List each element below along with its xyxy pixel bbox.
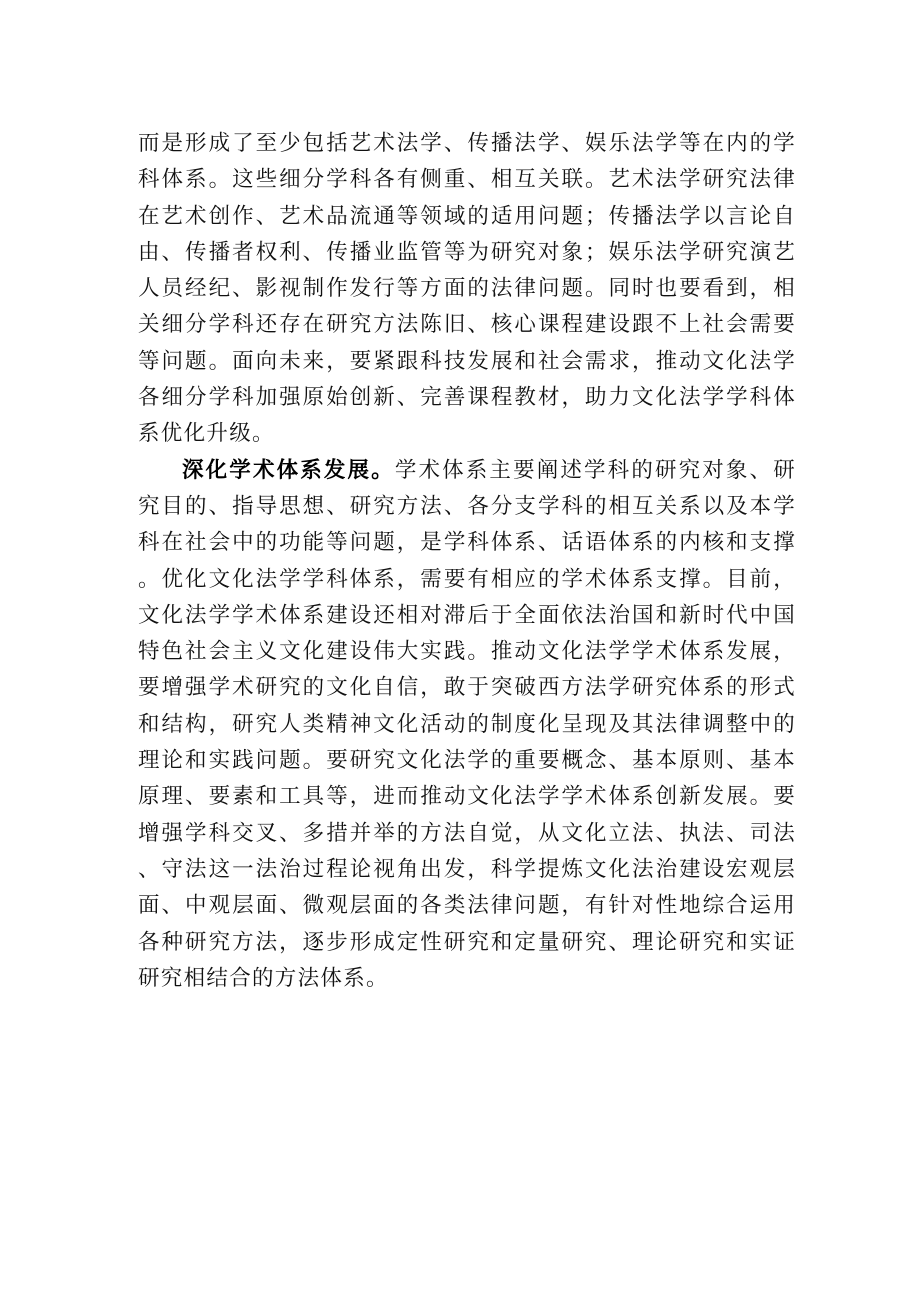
paragraph-continuation — [138, 126, 796, 453]
document-body — [138, 126, 796, 997]
paragraph-text: 学术体系主要阐述学科的研究对象、研究目的、指导思想、研究方法、各分支学科的相互关系以及本学科在社会中的功能等问题，是学科体系、话语体系的内核和支撑。优化文化法学学科体系，需要有相应的学术体系支撑。目前，文化法学学术体系建设还相对滞后于全面依法治国和新时代中国特色社会主义文化建设伟大实践。推动文化法学学术体系发展，要增强学术研究的文化自信，敢于突破西方法学研究体系的形式和结构，研究人类精神文化活动的制度化呈现及其法律调整中的理论和实践问题。要研究文化法学的重要概念、基本原则、基本原理、要素和工具等，进而推动文化法学学术体系创新发展。要增强学科交叉、多措并举的方法自觉，从文化立法、执法、司法、守法这一法治过程论视角出发，科学提炼文化法治建设宏观层面、中观层面、微观层面的各类法律问题，有针对性地综合运用各种研究方法，逐步形成定性研究和定量研究、理论研究和实证研究相结合的方法体系。 — [138, 457, 797, 991]
paragraph-academic-system — [138, 453, 796, 997]
paragraph-lead-heading: 深化学术体系发展。 — [182, 457, 395, 483]
paragraph-text: 而是形成了至少包括艺术法学、传播法学、娱乐法学等在内的学科体系。这些细分学科各有侧重、相互关联。艺术法学研究法律在艺术创作、艺术品流通等领域的适用问题；传播法学以言论自由、传播者权利、传播业监管等为研究对象；娱乐法学研究演艺人员经纪、影视制作发行等方面的法律问题。同时也要看到，相关细分学科还存在研究方法陈旧、核心课程建设跟不上社会需要等问题。面向未来，要紧跟科技发展和社会需求，推动文化法学各细分学科加强原始创新、完善课程教材，助力文化法学学科体系优化升级。 — [138, 131, 796, 447]
